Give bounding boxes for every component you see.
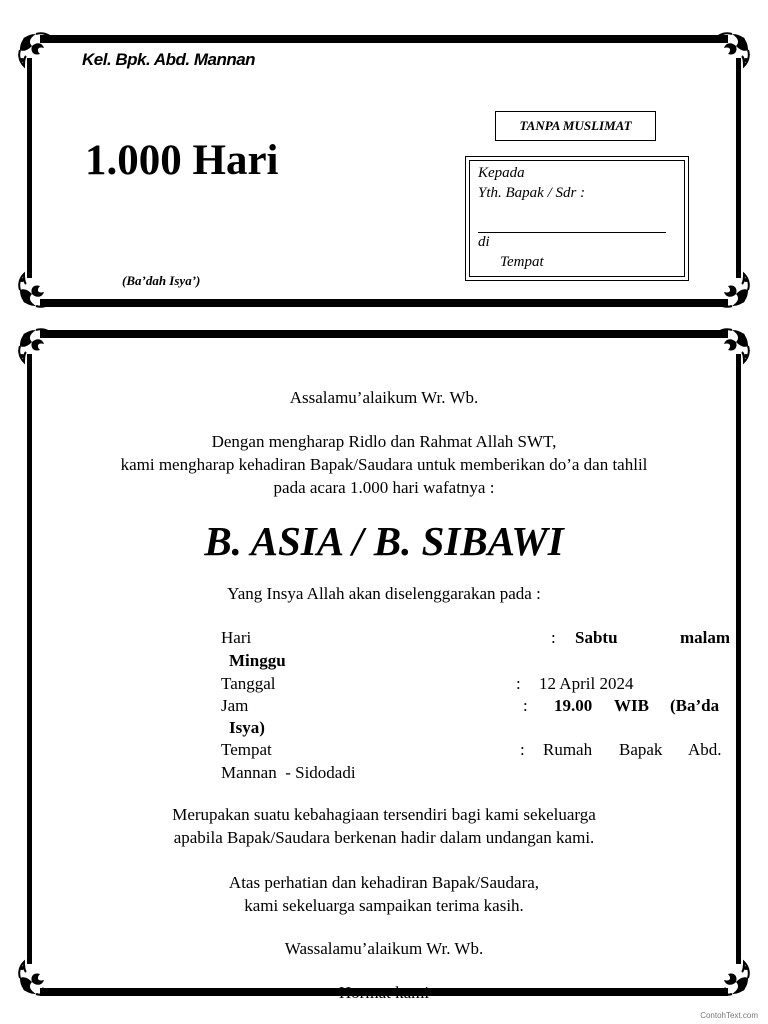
address-blank-line xyxy=(478,232,666,233)
time-note: (Ba’dah Isya’) xyxy=(122,273,201,288)
page-title: 1.000 Hari xyxy=(85,137,279,184)
thanks-line-1: Atas perhatian dan kehadiran Bapak/Saudara, xyxy=(228,873,540,892)
letter-border-right xyxy=(736,354,741,964)
top-card-border-top xyxy=(40,35,728,43)
top-card-border-bottom xyxy=(40,299,728,307)
detail-jam-word: 19.00 xyxy=(554,696,593,715)
detail-tempat-word: Bapak xyxy=(619,740,663,759)
address-line-tempat: Tempat xyxy=(500,254,544,270)
family-name: Kel. Bpk. Abd. Mannan xyxy=(82,50,256,69)
ornament-icon xyxy=(712,270,752,310)
address-line-kepada: Kepada xyxy=(478,165,525,181)
ornament-icon xyxy=(16,326,56,366)
detail-label-tanggal: Tanggal xyxy=(221,674,276,693)
detail-colon: : xyxy=(551,628,556,647)
letter-border-top xyxy=(40,330,728,338)
detail-tempat-word: Mannan - Sidodadi xyxy=(221,763,356,782)
detail-colon: : xyxy=(520,740,525,759)
detail-jam-word: (Ba’da xyxy=(670,696,720,715)
closing-line-1: Merupakan suatu kebahagiaan tersendiri bagi kami sekeluarga xyxy=(172,805,596,824)
ornament-icon xyxy=(712,326,752,366)
top-card-border-left xyxy=(27,58,32,278)
ornament-icon xyxy=(712,30,752,70)
watermark: ContohText.com xyxy=(700,1011,758,1020)
thanks-line-2: kami sekeluarga sampaikan terima kasih. xyxy=(244,896,524,915)
farewell: Wassalamu’alaikum Wr. Wb. xyxy=(284,939,484,958)
top-card-border-right xyxy=(736,58,741,278)
ornament-icon xyxy=(16,30,56,70)
greeting: Assalamu’alaikum Wr. Wb. xyxy=(289,388,479,407)
ornament-icon xyxy=(16,270,56,310)
detail-label-tempat: Tempat xyxy=(221,740,272,759)
detail-label-jam: Jam xyxy=(221,696,249,715)
intro-line-1: Dengan mengharap Ridlo dan Rahmat Allah SWT, xyxy=(211,432,557,451)
detail-colon: : xyxy=(523,696,528,715)
letter-border-left xyxy=(27,354,32,964)
detail-tanggal-value: 12 April 2024 xyxy=(539,674,634,693)
intro-line-2: kami mengharap kehadiran Bapak/Saudara untuk memberikan do’a dan tahlil xyxy=(120,455,648,474)
detail-hari-word: Sabtu xyxy=(575,628,618,647)
detail-tempat-word: Abd. xyxy=(688,740,722,759)
detail-label-hari: Hari xyxy=(221,628,252,647)
address-line-di: di xyxy=(478,234,490,250)
status-badge: TANPA MUSLIMAT xyxy=(495,111,656,141)
signoff: Hormat kami xyxy=(338,983,430,1002)
closing-line-2: apabila Bapak/Saudara berkenan hadir dalam undangan kami. xyxy=(173,828,595,847)
event-intro: Yang Insya Allah akan diselenggarakan pada : xyxy=(227,584,541,603)
detail-jam-word: WIB xyxy=(614,696,649,715)
deceased-name: B. ASIA / B. SIBAWI xyxy=(204,518,564,564)
intro-line-3: pada acara 1.000 hari wafatnya : xyxy=(273,478,495,497)
detail-tempat-word: Rumah xyxy=(543,740,593,759)
address-box xyxy=(465,156,689,281)
detail-hari-word: malam xyxy=(680,628,731,647)
address-line-yth: Yth. Bapak / Sdr : xyxy=(478,185,586,201)
detail-jam-word: Isya) xyxy=(229,718,265,737)
detail-hari-word: Minggu xyxy=(229,651,286,670)
detail-colon: : xyxy=(516,674,521,693)
